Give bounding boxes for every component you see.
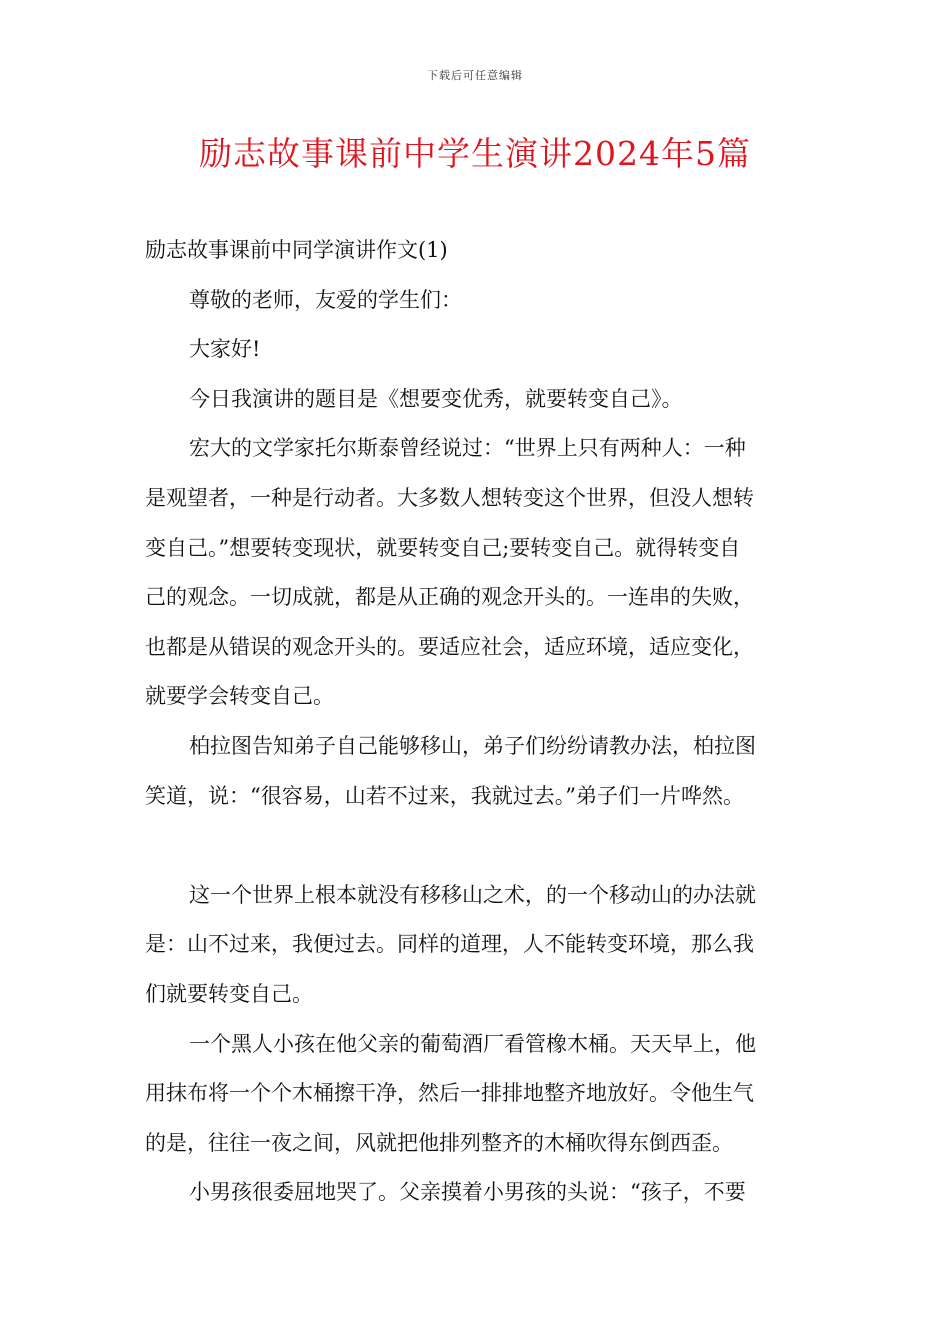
paragraph-gap bbox=[145, 821, 805, 871]
article-body bbox=[145, 226, 805, 1218]
page-header-note: 下载后可任意编辑 bbox=[427, 69, 523, 82]
paragraph-line: 尊敬的老师，友爱的学生们： bbox=[189, 287, 462, 312]
paragraph-line: 的是，往往一夜之间，风就把他排列整齐的木桶吹得东倒西歪。 bbox=[145, 1130, 733, 1155]
paragraph-line: 用抹布将一个个木桶擦干净，然后一排排地整齐地放好。令他生气 bbox=[145, 1081, 754, 1106]
document-title: 励志故事课前中学生演讲2024年5篇 bbox=[199, 134, 751, 173]
section-heading: 励志故事课前中同学演讲作文(1) bbox=[145, 238, 448, 262]
paragraph-line: 柏拉图告知弟子自己能够移山，弟子们纷纷请教办法，柏拉图 bbox=[189, 733, 756, 758]
paragraph-line: 己的观念。一切成就，都是从正确的观念开头的。一连串的失败， bbox=[145, 585, 754, 610]
paragraph-line: 也都是从错误的观念开头的。要适应社会，适应环境，适应变化， bbox=[145, 634, 754, 659]
paragraph-line: 是：山不过来，我便过去。同样的道理，人不能转变环境，那么我 bbox=[145, 932, 754, 957]
paragraph-line: 就要学会转变自己。 bbox=[145, 684, 334, 709]
paragraph-line: 宏大的文学家托尔斯泰曾经说过：“世界上只有两种人：一种 bbox=[189, 436, 746, 461]
paragraph-line: 今日我演讲的题目是《想要变优秀，就要转变自己》。 bbox=[189, 386, 683, 411]
paragraph-line: 们就要转变自己。 bbox=[145, 981, 313, 1006]
paragraph-line: 一个黑人小孩在他父亲的葡萄酒厂看管橡木桶。天天早上，他 bbox=[189, 1031, 756, 1056]
paragraph-line: 小男孩很委屈地哭了。父亲摸着小男孩的头说：“孩子，不要 bbox=[189, 1180, 746, 1205]
paragraph-line: 笑道，说：“很容易，山若不过来，我就过去。”弟子们一片哗然。 bbox=[145, 783, 744, 808]
paragraph-line: 是观望者，一种是行动者。大多数人想转变这个世界，但没人想转 bbox=[145, 485, 754, 510]
paragraph-line: 大家好! bbox=[189, 337, 261, 362]
paragraph-line: 变自己。”想要转变现状，就要转变自己;要转变自己。就得转变自 bbox=[145, 535, 741, 560]
paragraph-line: 这一个世界上根本就没有移移山之术，的一个移动山的办法就 bbox=[189, 882, 756, 907]
